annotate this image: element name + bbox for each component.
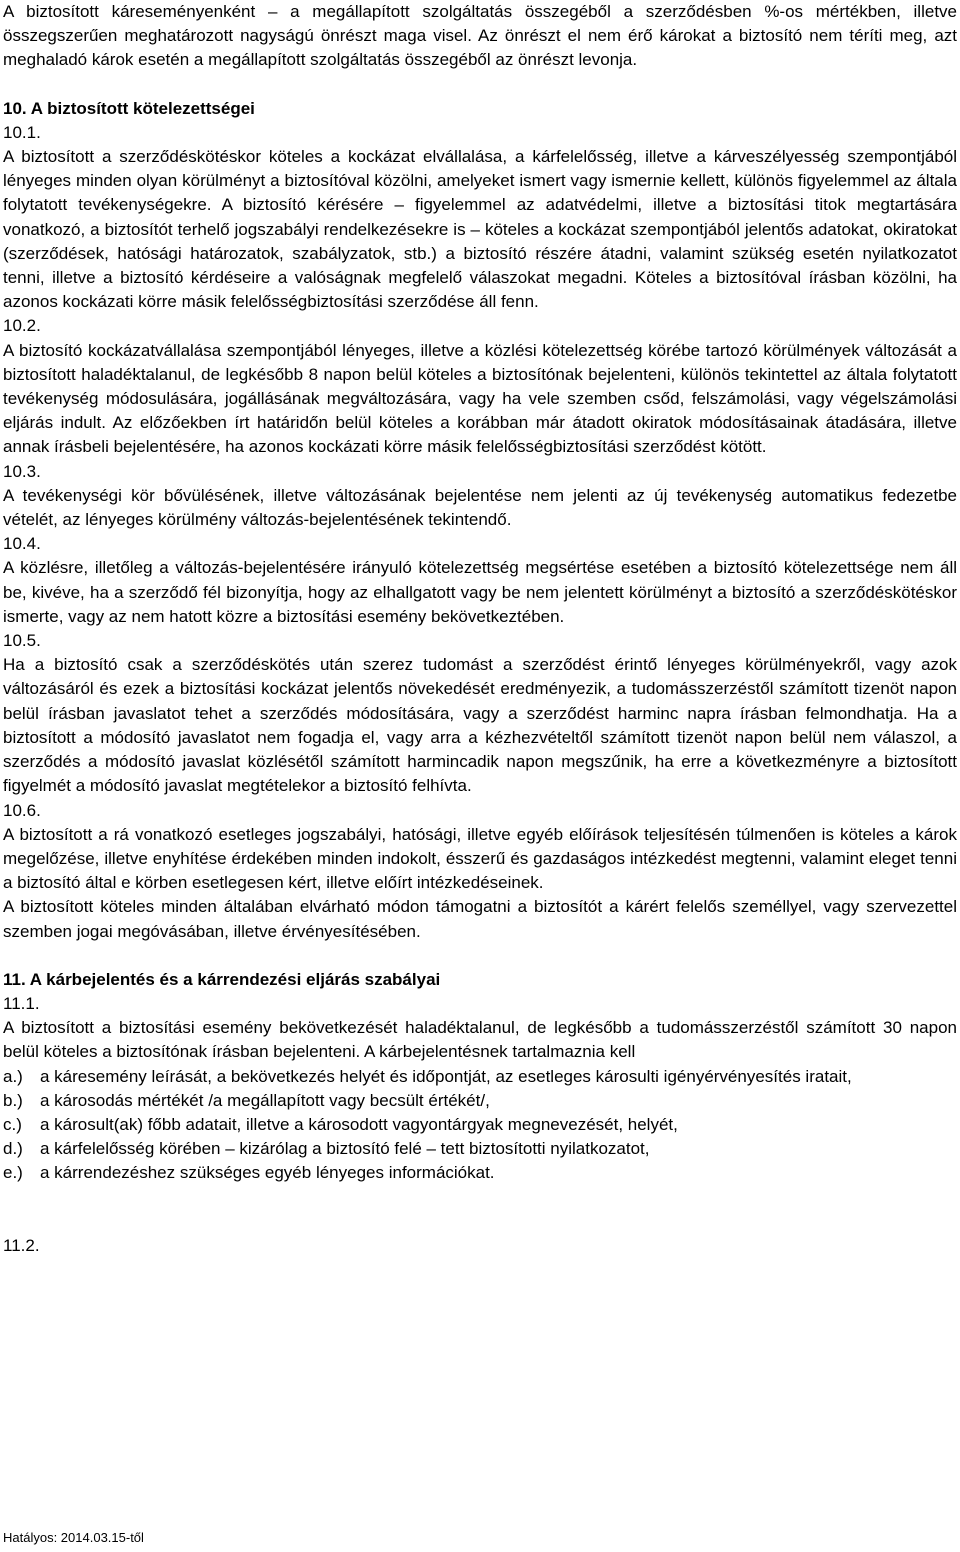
- list-item-label: d.): [3, 1139, 23, 1159]
- clause-paragraph: A biztosított köteles minden általában elvárható módon támogatni a biztosítót a kárért felelős személlyel, vagy szervezettel szemben jogai megóvásában, illetve érvényesítésében.: [3, 897, 957, 941]
- list-item-label: e.): [3, 1163, 23, 1183]
- list-item: [3, 1137, 957, 1161]
- clause-number: 11.1.: [3, 993, 40, 1013]
- list-item-text: a károsult(ak) főbb adatait, illetve a károsodott vagyontárgyak megnevezését, helyét,: [40, 1114, 678, 1134]
- list-item-label: b.): [3, 1090, 23, 1110]
- spacer: [3, 1186, 957, 1234]
- list-item-text: a kárrendezéshez szükséges egyéb lényeges információkat.: [40, 1163, 495, 1183]
- clause-paragraph: A biztosított a szerződéskötéskor köteles a kockázat elvállalása, a kárfelelősség, illetve a kárveszélyesség szempontjából lényeges minden olyan körülményt a biztosítóval közölni, amelyeket ismert vagy ismernie kellett, különös figyelemmel az általa folytatott tevékenységekre. A biztosító kérésére – figyelemmel az adatvédelmi, illetve a biztosítási titok megtartására vonatkozó, a biztosítót terhelő jogszabályi rendelkezésekre is – köteles a kockázat szempontjából jelentős adatokat, okiratokat (szerződések, hatósági határozatok, szabályzatok, stb.) a biztosító részére átadni, valamint szükség esetén nyilatkozatot tenni, illetve a biztosító kérdéseire a valóságnak megfelelő válaszokat megadni. Köteles a biztosítóval írásban közölni, ha azonos kockázati körre másik felelősségbiztosítási szerződése áll fenn.: [3, 147, 957, 312]
- section-11-heading: 11. A kárbejelentés és a kárrendezési eljárás szabályai: [3, 969, 441, 989]
- clause-number: 10.3.: [3, 461, 41, 481]
- clause-number: 11.2.: [3, 1235, 40, 1255]
- intro-paragraph: A biztosított káreseményenként – a megállapított szolgáltatás összegéből a szerződésben %-os mértékben, illetve összegszerűen meghatározott nagyságú önrészt maga visel. Az önrészt el nem érő károkat a biztosító nem téríti meg, azt meghaladó károk esetén a megállapított szolgáltatás összegéből az önrészt levonja.: [3, 2, 957, 70]
- clause-paragraph: Ha a biztosító csak a szerződéskötés után szerez tudomást a szerződést érintő lényeges körülményekről, vagy azok változásáról és ezek a biztosítási kockázat jelentős növekedését eredményezik, a tudomásszerzéstől számított tizenöt napon belül írásban javaslatot tehet a szerződés módosítására, vagy a szerződést harminc napra írásban felmondhatja. Ha a biztosított a módosító javaslatot nem fogadja el, vagy arra a kézhezvételtől számított tizenöt napon belül nem válaszol, a szerződés a módosító javaslat közlésétől számított harmincadik napon megszűnik, ha erre a következményre a biztosított figyelmét a módosító javaslat megtételekor a biztosító felhívta.: [3, 655, 957, 796]
- list-item: [3, 1065, 957, 1089]
- footer-effective-date: Hatályos: 2014.03.15-től: [3, 1530, 144, 1545]
- list-item: [3, 1089, 957, 1113]
- clause-number: 10.6.: [3, 800, 41, 820]
- spacer: [3, 73, 957, 97]
- clause-paragraph: A közlésre, illetőleg a változás-bejelentésére irányuló kötelezettség megsértése esetében a biztosító kötelezettsége nem áll be, kivéve, ha a szerződő fél bizonyítja, hogy az elhallgatott vagy be nem jelentett körülményt a biztosító a szerződéskötéskor ismerte, vagy az nem hatott közre a biztosítási esemény bekövetkeztében.: [3, 558, 957, 626]
- clause-paragraph: A biztosított a biztosítási esemény bekövetkezését haladéktalanul, de legkésőbb a tudomásszerzéstől számított 30 napon belül köteles a biztosítónak írásban bejelenteni. A kárbejelentésnek tartalmaznia kell: [3, 1018, 957, 1062]
- document-page: [3, 0, 957, 1258]
- clause-paragraph: A biztosító kockázatvállalása szempontjából lényeges, illetve a közlési kötelezettség körébe tartozó körülmények változását a biztosított haladéktalanul, de legkésőbb 8 napon belül köteles a biztosítónak bejelenteni, különös tekintettel az általa folytatott tevékenység módosulására, jogállásának megváltozására, vagy ha vele szemben csőd, felszámolási, vagy végelszámolási eljárás indult. Az előzőekben írt határidőn belül köteles a korábban már átadott okiratok módosításainak átadására, illetve annak írásbeli bejelentésére, ha azonos kockázati körre másik felelősségbiztosítási szerződést kötött.: [3, 340, 957, 457]
- list-item: [3, 1113, 957, 1137]
- list-item: [3, 1161, 957, 1185]
- section-10-heading: 10. A biztosított kötelezettségei: [3, 98, 255, 118]
- list-item-text: a káresemény leírását, a bekövetkezés helyét és időpontját, az esetleges károsulti igényérvényesítés iratait,: [40, 1066, 852, 1086]
- clause-number: 10.2.: [3, 316, 41, 336]
- list-item-label: c.): [3, 1114, 22, 1134]
- list-item-text: a kárfelelősség körében – kizárólag a biztosító felé – tett biztosítotti nyilatkozatot,: [40, 1139, 650, 1159]
- list-item-label: a.): [3, 1066, 23, 1086]
- spacer: [3, 944, 957, 968]
- claim-content-list: [3, 1065, 957, 1186]
- list-item-text: a károsodás mértékét /a megállapított vagy becsült értékét/,: [40, 1090, 490, 1110]
- clause-number: 10.4.: [3, 534, 41, 554]
- clause-paragraph: A biztosított a rá vonatkozó esetleges jogszabályi, hatósági, illetve egyéb előírások teljesítésén túlmenően is köteles a károk megelőzése, illetve enyhítése érdekében minden indokolt, ésszerű és gazdaságos intézkedést megtenni, valamint eleget tenni a biztosító által e körben esetlegesen kért, illetve előírt intézkedéseinek.: [3, 824, 957, 893]
- clause-number: 10.5.: [3, 631, 41, 651]
- clause-number: 10.1.: [3, 122, 41, 142]
- clause-paragraph: A tevékenységi kör bővülésének, illetve változásának bejelentése nem jelenti az új tevékenység automatikus fedezetbe vételét, az lényeges körülmény változás-bejelentésének tekintendő.: [3, 485, 957, 530]
